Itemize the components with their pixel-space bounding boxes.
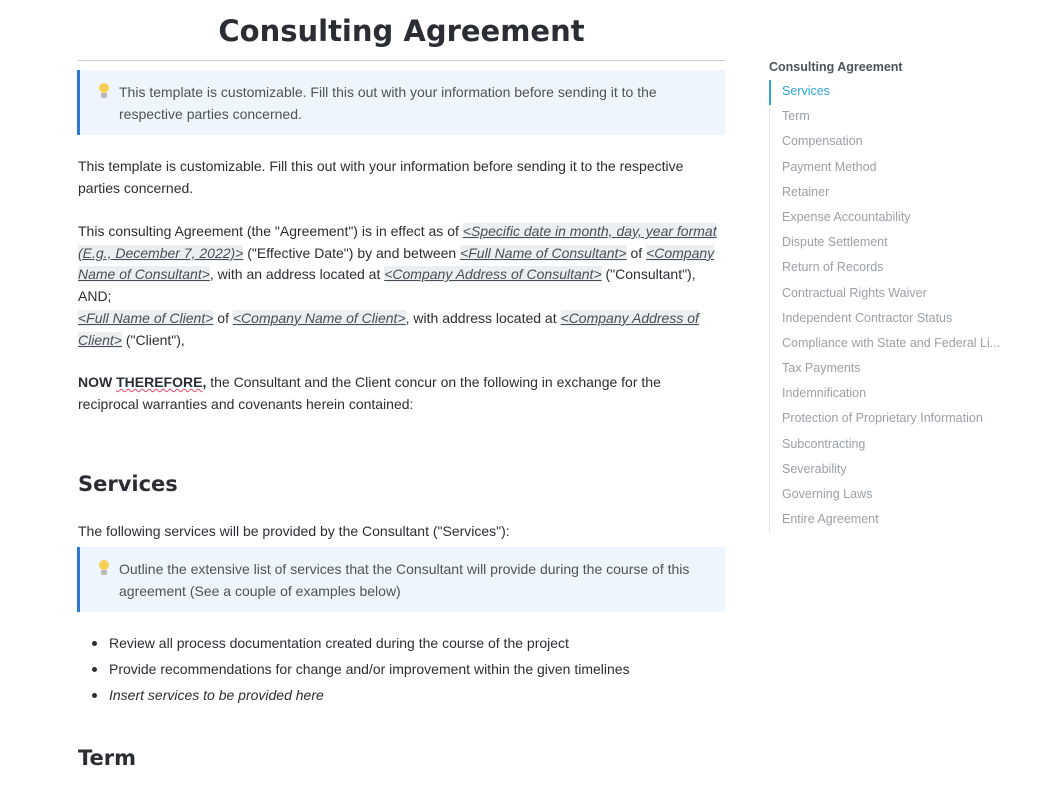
services-callout-text: Outline the extensive list of services that the Consultant will provide during the course of this agreement (See a couple of examples below) (119, 561, 690, 599)
toc-item-contractual-rights-waiver[interactable]: Contractual Rights Waiver (782, 285, 927, 300)
toc-item-expense-accountability[interactable]: Expense Accountability (782, 209, 911, 224)
intro-callout-text: This template is customizable. Fill this out with your information before sending it to the respective parties concerned. (119, 84, 657, 122)
list-item[interactable] (78, 632, 718, 658)
toc-item-compliance-with-state-and-federal-li[interactable]: Compliance with State and Federal Li... (782, 335, 1001, 350)
toc-item-services[interactable]: Services (769, 80, 1001, 105)
term-heading[interactable]: Term (78, 746, 137, 770)
document-header (78, 0, 725, 48)
lightbulb-icon (97, 83, 111, 101)
services-callout[interactable] (77, 547, 725, 612)
agreement-text: , with address located at (405, 309, 561, 326)
placeholder-effective-date[interactable]: <Specific date in month, day, year format (E.g., December 7, 2022)> (78, 223, 717, 261)
now-therefore-text: the Consultant and the Client concur on the following in exchange for the reciprocal warranties and covenants herein contained: (78, 374, 661, 412)
placeholder-consultant-address[interactable]: <Company Address of Consultant> (384, 266, 602, 283)
toc-item-tax-payments[interactable]: Tax Payments (782, 361, 861, 376)
table-of-contents (769, 56, 1009, 533)
toc-list (769, 80, 1009, 533)
spellcheck-word[interactable]: THEREFORE (116, 374, 203, 390)
list-item[interactable] (78, 658, 718, 684)
toc-item-independent-contractor-status[interactable]: Independent Contractor Status (782, 310, 953, 325)
agreement-text: ("Consultant"), AND; (78, 266, 696, 305)
placeholder-client-company[interactable]: <Company Name of Client> (232, 309, 406, 326)
agreement-text: of (626, 244, 647, 261)
services-list (78, 632, 718, 710)
toc-item-return-of-records[interactable]: Return of Records (782, 260, 884, 275)
toc-item-entire-agreement[interactable]: Entire Agreement (782, 512, 879, 527)
now-therefore-bold: NOW (78, 374, 117, 390)
placeholder-client-address[interactable]: <Company Address of Client> (78, 309, 699, 348)
lightbulb-icon (97, 560, 111, 578)
bullet-icon (92, 667, 97, 672)
toc-item-term[interactable]: Term (782, 109, 810, 124)
toc-item-payment-method[interactable]: Payment Method (782, 159, 877, 174)
placeholder-consultant-company[interactable]: <Company Name of Consultant> (78, 244, 715, 283)
now-therefore-comma: , (202, 374, 207, 390)
toc-item-governing-laws[interactable]: Governing Laws (782, 487, 873, 501)
toc-item-indemnification[interactable]: Indemnification (782, 386, 867, 401)
agreement-text: of (213, 309, 233, 326)
toc-item-dispute-settlement[interactable]: Dispute Settlement (782, 235, 888, 250)
bullet-icon (92, 641, 97, 646)
toc-item-retainer[interactable]: Retainer (782, 184, 830, 199)
agreement-text: ("Client"), (121, 331, 185, 348)
agreement-text: , with an address located at (209, 266, 385, 283)
placeholder-client-name[interactable]: <Full Name of Client> (78, 309, 214, 326)
title-divider (78, 60, 725, 61)
agreement-paragraph[interactable] (78, 221, 718, 351)
toc-title[interactable]: Consulting Agreement (769, 60, 903, 74)
services-lead[interactable]: The following services will be provided by the Consultant ("Services"): (78, 523, 510, 539)
toc-item-compensation[interactable]: Compensation (782, 134, 863, 149)
list-item[interactable] (78, 684, 718, 710)
intro-callout[interactable] (77, 70, 725, 135)
toc-item-protection-of-proprietary-information[interactable]: Protection of Proprietary Information (782, 411, 983, 426)
intro-paragraph[interactable]: This template is customizable. Fill this out with your information before sending it to the respective parties concerned. (78, 158, 684, 196)
agreement-text: ("Effective Date") by and between (243, 244, 461, 261)
now-therefore-paragraph[interactable] (78, 372, 718, 415)
list-item-text: Review all process documentation created during the course of the project (109, 635, 569, 651)
agreement-text: This consulting Agreement (the "Agreement") is in effect as of (78, 223, 463, 239)
list-item-text: Provide recommendations for change and/or improvement within the given timelines (109, 661, 630, 677)
services-heading[interactable]: Services (78, 472, 178, 496)
list-item-text: Insert services to be provided here (109, 687, 324, 703)
bullet-icon (92, 693, 97, 698)
placeholder-consultant-name[interactable]: <Full Name of Consultant> (460, 244, 627, 261)
document-title[interactable]: Consulting Agreement (218, 14, 585, 48)
toc-item-severability[interactable]: Severability (782, 461, 847, 476)
toc-item-subcontracting[interactable]: Subcontracting (782, 436, 866, 451)
